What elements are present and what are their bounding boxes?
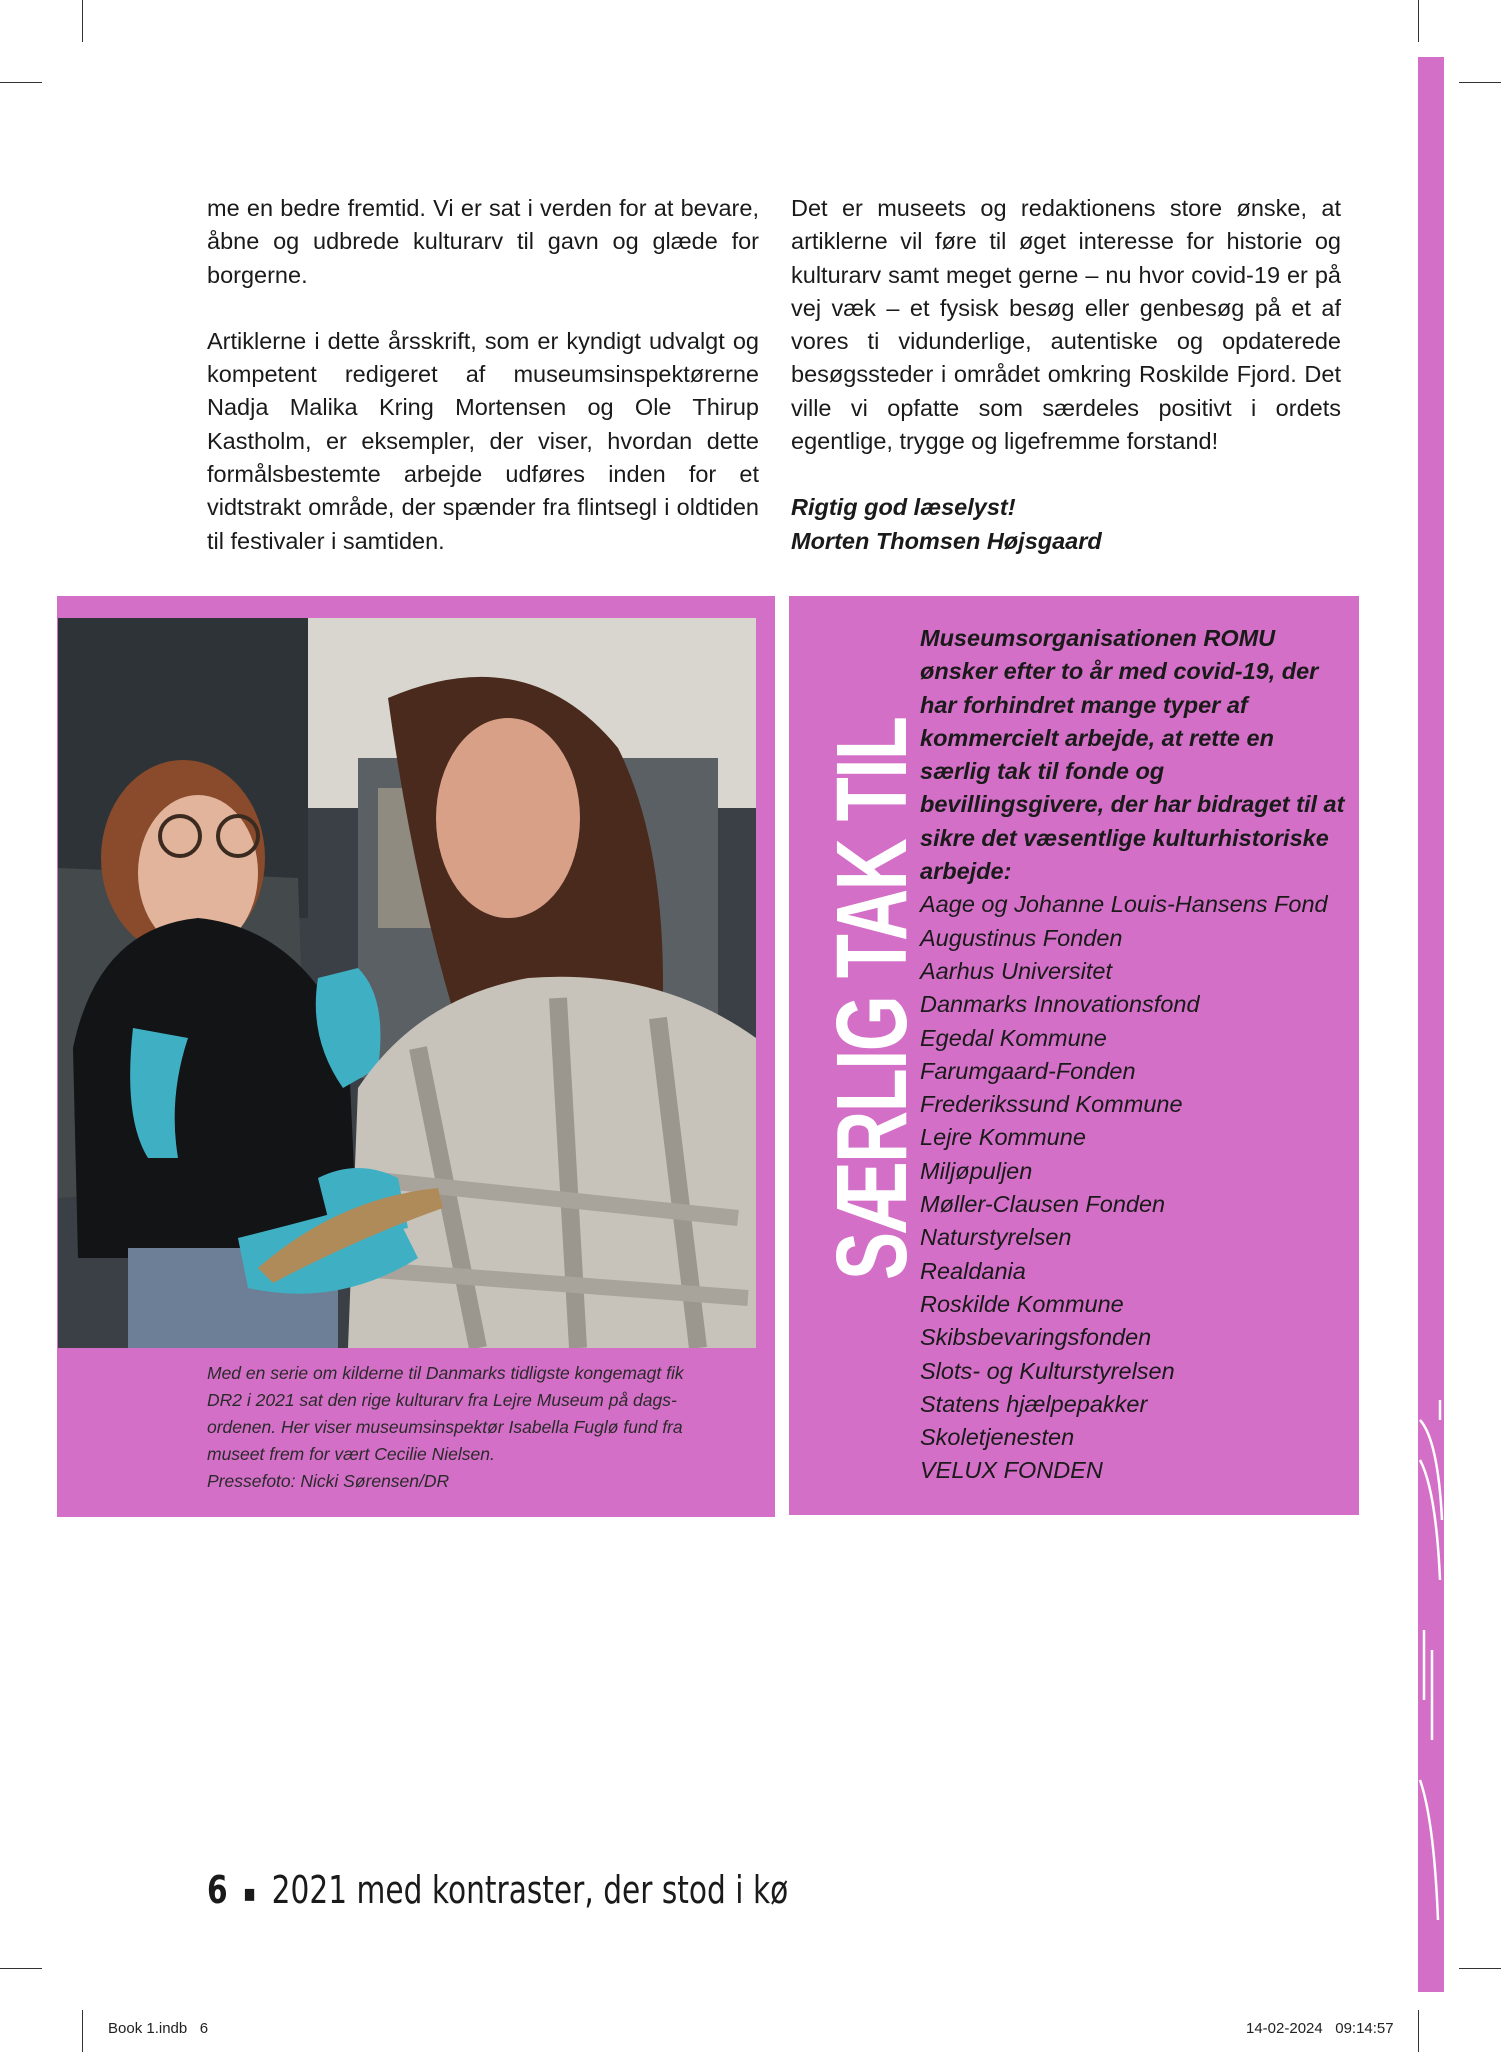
donor-item: Møller-Clausen Fonden (920, 1191, 1166, 1218)
donor-item: Aage og Johanne Louis-Hansens Fond (920, 891, 1328, 918)
donor-item: Realdania (920, 1257, 1026, 1284)
donor-item: Skibsbevaringsfonden (920, 1324, 1152, 1351)
crop-mark (82, 2010, 83, 2052)
side-bar-ornament (1418, 1400, 1448, 1960)
donor-item: Skoletjenesten (920, 1424, 1075, 1451)
left-paragraph-1: me en bedre fremtid. Vi er sat i verden for at bevare, åbne og udbrede kulturarv til gavn og glæde for borgerne. (207, 195, 759, 288)
donor-item: Frederikssund Kommune (920, 1091, 1183, 1118)
donor-item: Augustinus Fonden (920, 924, 1123, 951)
donor-item: Lejre Kommune (920, 1124, 1086, 1151)
signature: Morten Thomsen Højsgaard (791, 527, 1102, 554)
donor-list (920, 888, 1345, 1487)
donor-item: Statens hjælpepakker (920, 1390, 1148, 1417)
page-number: 6 (207, 1868, 228, 1912)
crop-mark (0, 82, 42, 83)
donor-item: VELUX FONDEN (920, 1457, 1103, 1484)
donor-item: Naturstyrelsen (920, 1224, 1072, 1251)
footer-title-text: 2021 med kontraster, der stod i kø (271, 1868, 789, 1912)
left-paragraph-2: Artiklerne i dette årsskrift, som er kyndigt udvalgt og kompetent redigeret af museumsinspektørerne Nadja Malika Kring Mortensen og Ole Thirup Kastholm, er eksempler, der viser, hvordan dette formålsbestemte arbejde udføres inden for et vidtstrakt område, der spænder fra flintsegl i oldtiden til festivaler i samtiden. (207, 327, 759, 554)
right-text-column (791, 192, 1341, 558)
crop-mark (1418, 0, 1419, 42)
caption-line: museet frem for vært Cecilie Nielsen. (207, 1444, 495, 1464)
thanks-intro: Museumsorganisationen ROMU ønsker efter to år med covid-19, der har forhindret mange typer af kommercielt arbejde, at rette en særlig tak til fonde og bevillingsgivere, der har bidraget til at sikre det væsentlige kulturhistoriske arbejde: (920, 625, 1345, 885)
crop-mark (1459, 82, 1501, 83)
thanks-text (920, 622, 1345, 1488)
crop-mark (1418, 2010, 1419, 2052)
photo-caption (207, 1360, 742, 1495)
footer-separator: ▪ (243, 1878, 256, 1907)
vertical-title: SÆRLIG TAK TIL (816, 717, 928, 1280)
donor-item: Aarhus Universitet (920, 957, 1112, 984)
right-paragraph-1: Det er museets og redaktionens store ønske, at artiklerne vil føre til øget interesse for historie og kulturarv samt meget gerne – nu hvor covid-19 er på vej væk – et fysisk besøg eller genbesøg på et af vores ti vidunderlige, autentiske og opdaterede besøgssteder i området omkring Roskilde Fjord. Det ville vi opfatte som særdeles positivt i ordets egentlige, trygge og ligefremme forstand! (791, 195, 1341, 455)
donor-item: Roskilde Kommune (920, 1290, 1124, 1317)
caption-line: ordenen. Her viser museumsinspektør Isabella Fuglø fund fra (207, 1417, 683, 1437)
donor-item: Danmarks Innovationsfond (920, 991, 1200, 1018)
caption-line: Med en serie om kilderne til Danmarks tidligste kongemagt fik (207, 1363, 684, 1383)
slug-file: Book 1.indb 6 (108, 2020, 209, 2037)
donor-item: Slots- og Kulturstyrelsen (920, 1357, 1175, 1384)
donor-item: Miljøpuljen (920, 1157, 1033, 1184)
caption-line: Pressefoto: Nicki Sørensen/DR (207, 1471, 450, 1491)
running-footer (207, 1868, 788, 1912)
donor-item: Egedal Kommune (920, 1024, 1107, 1051)
crop-mark (1459, 1968, 1501, 1969)
caption-line: DR2 i 2021 sat den rige kulturarv fra Lejre Museum på dags- (207, 1390, 677, 1410)
crop-mark (0, 1968, 42, 1969)
slug-timestamp: 14-02-2024 09:14:57 (1246, 2020, 1394, 2037)
left-text-column (207, 192, 759, 591)
crop-mark (82, 0, 83, 42)
museum-photo (58, 618, 756, 1348)
greeting: Rigtig god læselyst! (791, 494, 1016, 521)
donor-item: Farumgaard-Fonden (920, 1057, 1136, 1084)
